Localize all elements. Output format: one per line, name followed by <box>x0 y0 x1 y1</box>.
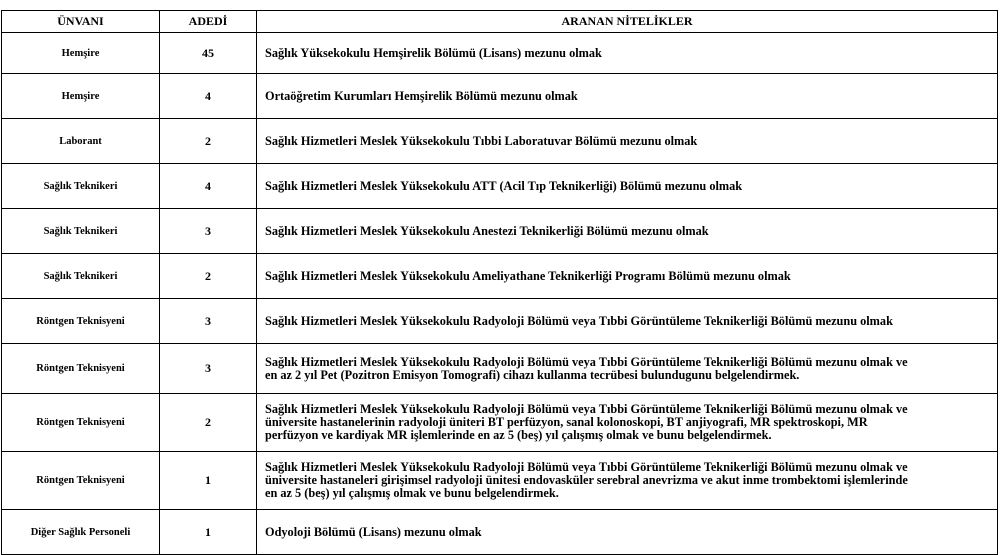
personnel-requirements-table <box>1 10 998 555</box>
row-count: 4 <box>160 164 257 209</box>
table-row <box>2 74 998 119</box>
row-title: Röntgen Teknisyeni <box>2 452 160 510</box>
table-header-row <box>2 11 998 33</box>
row-requirements: Sağlık Yüksekokulu Hemşirelik Bölümü (Lisans) mezunu olmak <box>257 33 998 74</box>
header-title: ÜNVANI <box>2 11 160 33</box>
table-row <box>2 119 998 164</box>
row-requirements: Sağlık Hizmetleri Meslek Yüksekokulu Radyoloji Bölümü veya Tıbbi Görüntüleme Teknikerliği Bölümü mezunu olmak ve üniversite hastanelerinin radyoloji üniteri BT perfüzyon, sanal kolonoskopi, BT anjiyografi, MR spektroskopi, MR perfüzyon ve kardiyak MR işlemlerinde en az 5 (beş) yıl çalışmış olmak ve bunu belgelendirmek. <box>257 394 998 452</box>
row-title: Röntgen Teknisyeni <box>2 394 160 452</box>
row-count: 1 <box>160 452 257 510</box>
table-row <box>2 33 998 74</box>
header-count: ADEDİ <box>160 11 257 33</box>
row-requirements: Sağlık Hizmetleri Meslek Yüksekokulu Radyoloji Bölümü veya Tıbbi Görüntüleme Teknikerliği Bölümü mezunu olmak ve üniversite hastaneleri girişimsel radyoloji ünitesi endovasküler serebral anevrizma ve akut inme trombektomi işlemlerinde en az 5 (beş) yıl çalışmış olmak ve bunu belgelendirmek. <box>257 452 998 510</box>
row-count: 4 <box>160 74 257 119</box>
row-requirements: Sağlık Hizmetleri Meslek Yüksekokulu ATT (Acil Tıp Teknikerliği) Bölümü mezunu olmak <box>257 164 998 209</box>
table-row <box>2 164 998 209</box>
row-requirements: Ortaöğretim Kurumları Hemşirelik Bölümü mezunu olmak <box>257 74 998 119</box>
table-row <box>2 254 998 299</box>
row-count: 3 <box>160 299 257 344</box>
row-requirements: Sağlık Hizmetleri Meslek Yüksekokulu Tıbbi Laboratuvar Bölümü mezunu olmak <box>257 119 998 164</box>
table-row <box>2 394 998 452</box>
row-title: Diğer Sağlık Personeli <box>2 510 160 555</box>
header-requirements: ARANAN NİTELİKLER <box>257 11 998 33</box>
row-requirements: Sağlık Hizmetleri Meslek Yüksekokulu Radyoloji Bölümü veya Tıbbi Görüntüleme Teknikerliği Bölümü mezunu olmak <box>257 299 998 344</box>
row-title: Hemşire <box>2 33 160 74</box>
row-count: 1 <box>160 510 257 555</box>
table-row <box>2 344 998 394</box>
row-count: 3 <box>160 344 257 394</box>
table-row <box>2 209 998 254</box>
row-count: 2 <box>160 119 257 164</box>
row-requirements: Odyoloji Bölümü (Lisans) mezunu olmak <box>257 510 998 555</box>
table-row <box>2 299 998 344</box>
row-title: Sağlık Teknikeri <box>2 209 160 254</box>
row-count: 2 <box>160 254 257 299</box>
table-row <box>2 510 998 555</box>
row-count: 45 <box>160 33 257 74</box>
table-row <box>2 452 998 510</box>
row-title: Laborant <box>2 119 160 164</box>
row-title: Röntgen Teknisyeni <box>2 299 160 344</box>
row-count: 3 <box>160 209 257 254</box>
row-requirements: Sağlık Hizmetleri Meslek Yüksekokulu Ameliyathane Teknikerliği Programı Bölümü mezunu olmak <box>257 254 998 299</box>
row-title: Röntgen Teknisyeni <box>2 344 160 394</box>
row-requirements: Sağlık Hizmetleri Meslek Yüksekokulu Radyoloji Bölümü veya Tıbbi Görüntüleme Teknikerliği Bölümü mezunu olmak ve en az 2 yıl Pet (Pozitron Emisyon Tomografi) cihazı kullanma tecrübesi bulundugunu belgelendirmek. <box>257 344 998 394</box>
row-count: 2 <box>160 394 257 452</box>
row-title: Sağlık Teknikeri <box>2 164 160 209</box>
row-title: Sağlık Teknikeri <box>2 254 160 299</box>
row-title: Hemşire <box>2 74 160 119</box>
row-requirements: Sağlık Hizmetleri Meslek Yüksekokulu Anestezi Teknikerliği Bölümü mezunu olmak <box>257 209 998 254</box>
